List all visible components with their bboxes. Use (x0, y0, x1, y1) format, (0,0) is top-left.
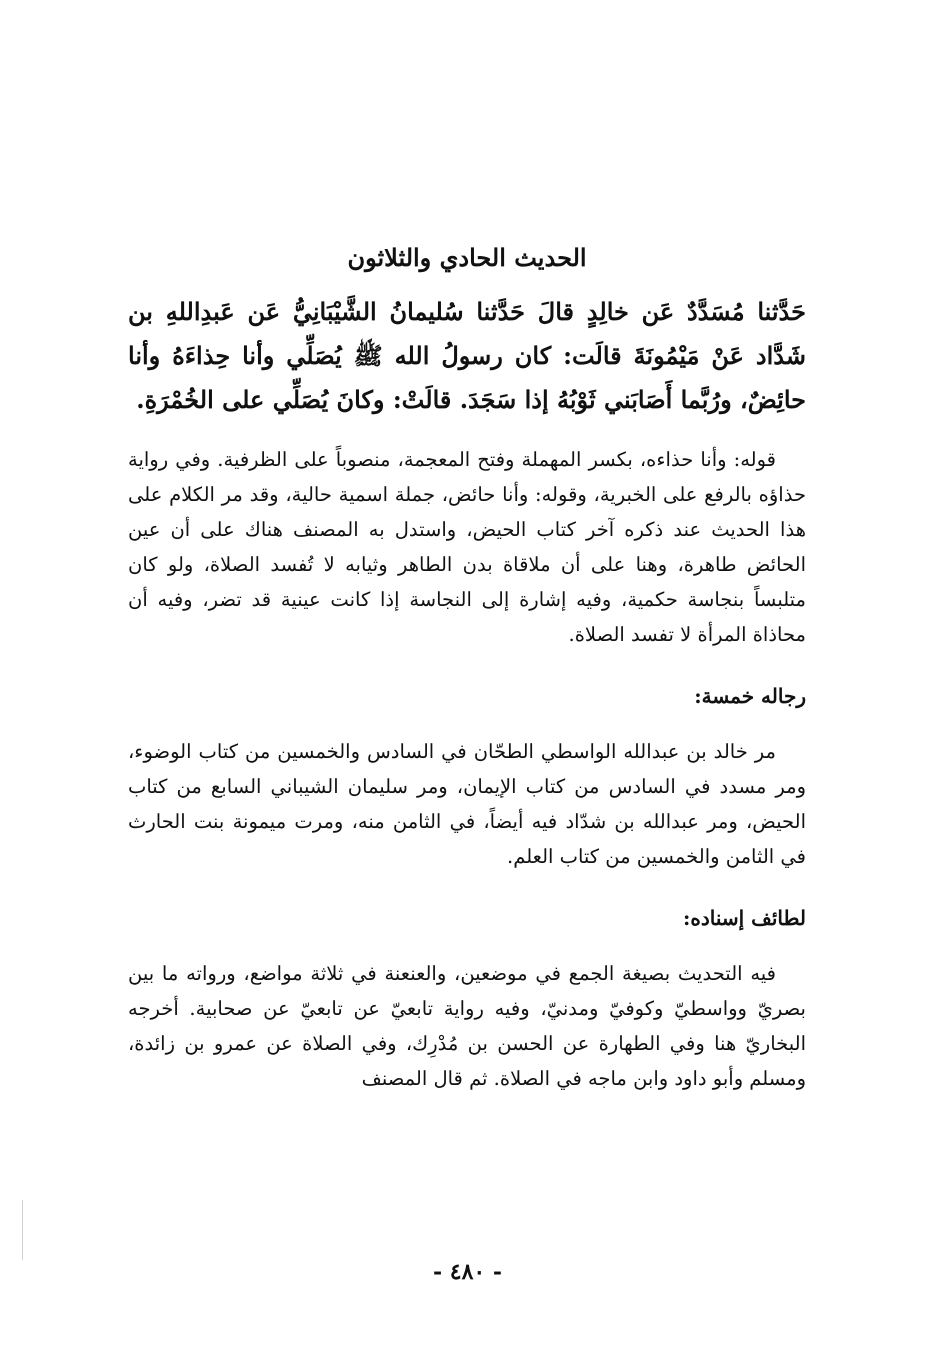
commentary-paragraph: قوله: وأنا حذاءه، بكسر المهملة وفتح المعجمة، منصوباً على الظرفية. وفي رواية حذاؤه بالرفع على الخبرية، وقوله: وأنا حائض، جملة اسمية حالية، وقد مر الكلام على هذا الحديث عند ذكره آخر كتاب الحيض، واستدل به المصنف هناك على أن عين الحائض طاهرة، وهنا على أن ملاقاة بدن الطاهر وثيابه لا تُفسد الصلاة، ولو كان متلبساً بنجاسة حكمية، وفيه إشارة إلى النجاسة إذا كانت عينية قد تضر، وفيه أن محاذاة المرأة لا تفسد الصلاة. (128, 448, 806, 646)
page-content (128, 238, 806, 1096)
isnad-heading: لطائف إسناده: (682, 906, 806, 930)
isnad-paragraph: فيه التحديث بصيغة الجمع في موضعين، والعنعنة في ثلاثة مواضع، ورواته ما بين بصريّ وواسطيّ وكوفيّ ومدنيّ، وفيه رواية تابعيّ عن تابعيّ عن صحابية. أخرجه البخاريّ هنا وفي الطهارة عن الحسن بن مُدْرِك، وفي الصلاة عن عمرو بن زائدة، ومسلم وأبو داود وابن ماجه في الصلاة. ثم قال المصنف (128, 962, 806, 1090)
page-number: - ٤٨٠ - (432, 1259, 503, 1285)
hadith-title: الحديث الحادي والثلاثون (347, 243, 587, 272)
scan-margin-mark (22, 1200, 23, 1260)
narrators-heading: رجاله خمسة: (694, 684, 806, 708)
hadith-text: حَدَّثنا مُسَدَّدٌ عَن خالِدٍ قالَ حَدَّثنا سُليمانُ الشَّيْبَانِيُّ عَن عَبدِاللهِ بن شَدَّاد عَنْ مَيْمُونَةَ قالَت: كان رسولُ الله ﷺ يُصَلِّي وأنا حِذاءَهُ وأنا حائِضٌ، ورُبَّما أَصَابَني ثَوْبُهُ إذا سَجَدَ. قالَتْ: وكانَ يُصَلِّي على الخُمْرَةِ. (128, 297, 806, 414)
narrators-paragraph: مر خالد بن عبدالله الواسطي الطحّان في السادس والخمسين من كتاب الوضوء، ومر مسدد في السادس من كتاب الإيمان، ومر سليمان الشيباني السابع من كتاب الحيض، ومر عبدالله بن شدّاد فيه أيضاً، في الثامن منه، ومرت ميمونة بنت الحارث في الثامن والخمسين من كتاب العلم. (128, 740, 806, 868)
